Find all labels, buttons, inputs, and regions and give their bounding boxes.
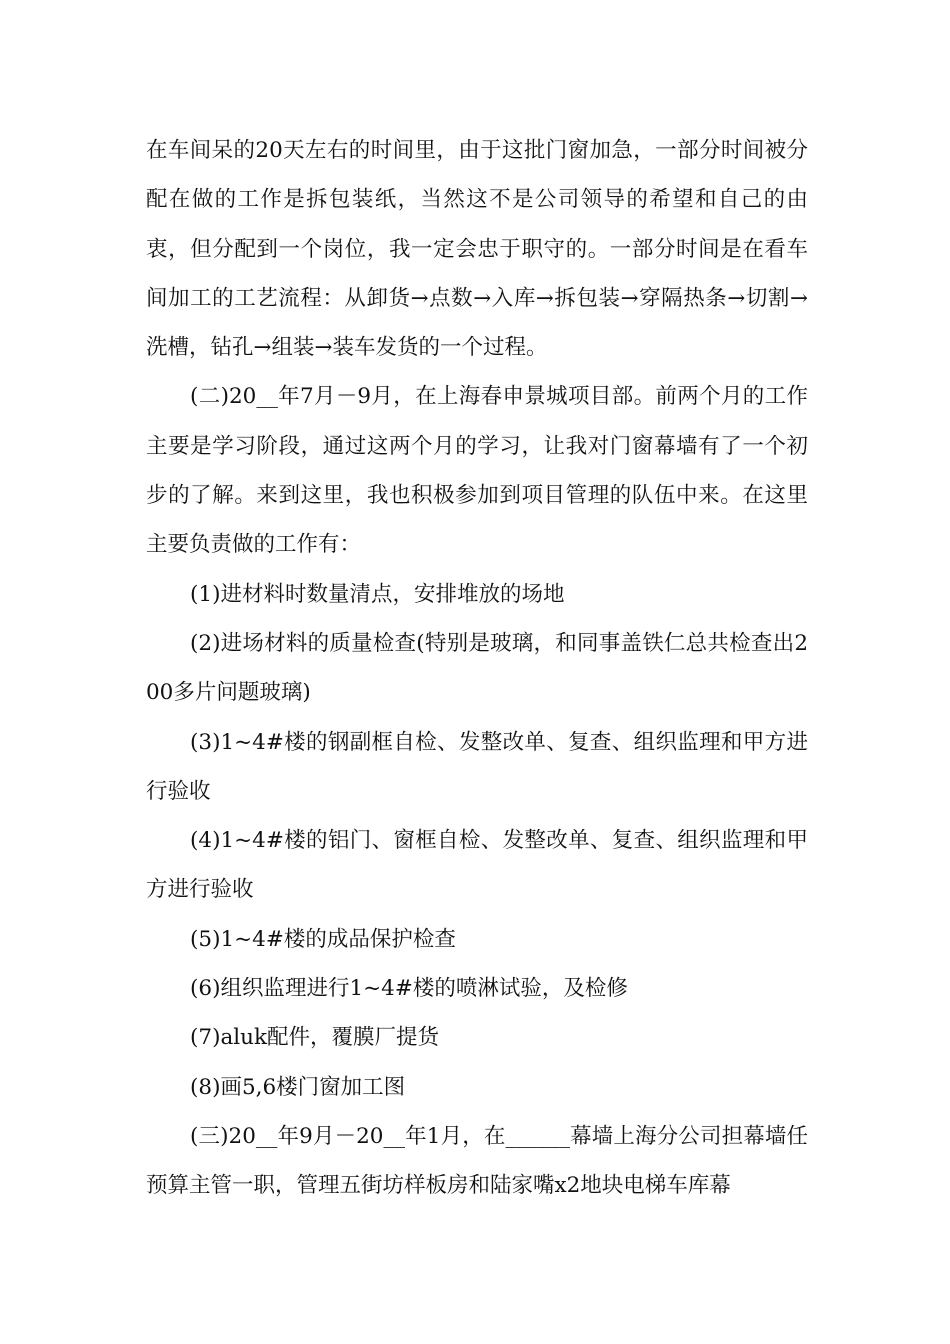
list-item-6: (6)组织监理进行1~4#楼的喷淋试验，及检修: [190, 976, 628, 1002]
paragraph-section-three: (三)20__年9月－20__年1月，在______幕墙上海分公司担幕墙任预算主管一职，管理五街坊样板房和陆家嘴x2地块电梯车库幕: [146, 1123, 808, 1199]
list-item-1: (1)进材料时数量清点，安排堆放的场地: [190, 581, 565, 607]
paragraph-workshop: 在车间呆的20天左右的时间里，由于这批门窗加急，一部分时间被分配在做的工作是拆包装纸，当然这不是公司领导的希望和自己的由衷，但分配到一个岗位，我一定会忠于职守的。一部分时间是在看车间加工的工艺流程：从卸货→点数→入库→拆包装→穿隔热条→切割→洗槽，钻孔→组装→装车发货的一个过程。: [146, 138, 808, 361]
list-item-7: (7)aluk配件，覆膜厂提货: [190, 1025, 440, 1051]
list-item-8: (8)画5,6楼门窗加工图: [190, 1074, 406, 1100]
document-page: [146, 126, 808, 1211]
list-item-3: (3)1~4#楼的钢副框自检、发整改单、复查、组织监理和甲方进行验收: [146, 729, 808, 804]
paragraph-section-two: (二)20__年7月－9月，在上海春申景城项目部。前两个月的工作主要是学习阶段，通过这两个月的学习，让我对门窗幕墙有了一个初步的了解。来到这里，我也积极参加到项目管理的队伍中来。在这里主要负责做的工作有：: [146, 384, 808, 558]
list-item-5: (5)1~4#楼的成品保护检查: [190, 926, 456, 952]
list-item-2: (2)进场材料的质量检查(特别是玻璃，和同事盖铁仁总共检查出200多片问题玻璃): [146, 630, 808, 706]
list-item-4: (4)1~4#楼的铝门、窗框自检、发整改单、复查、组织监理和甲方进行验收: [146, 828, 808, 903]
